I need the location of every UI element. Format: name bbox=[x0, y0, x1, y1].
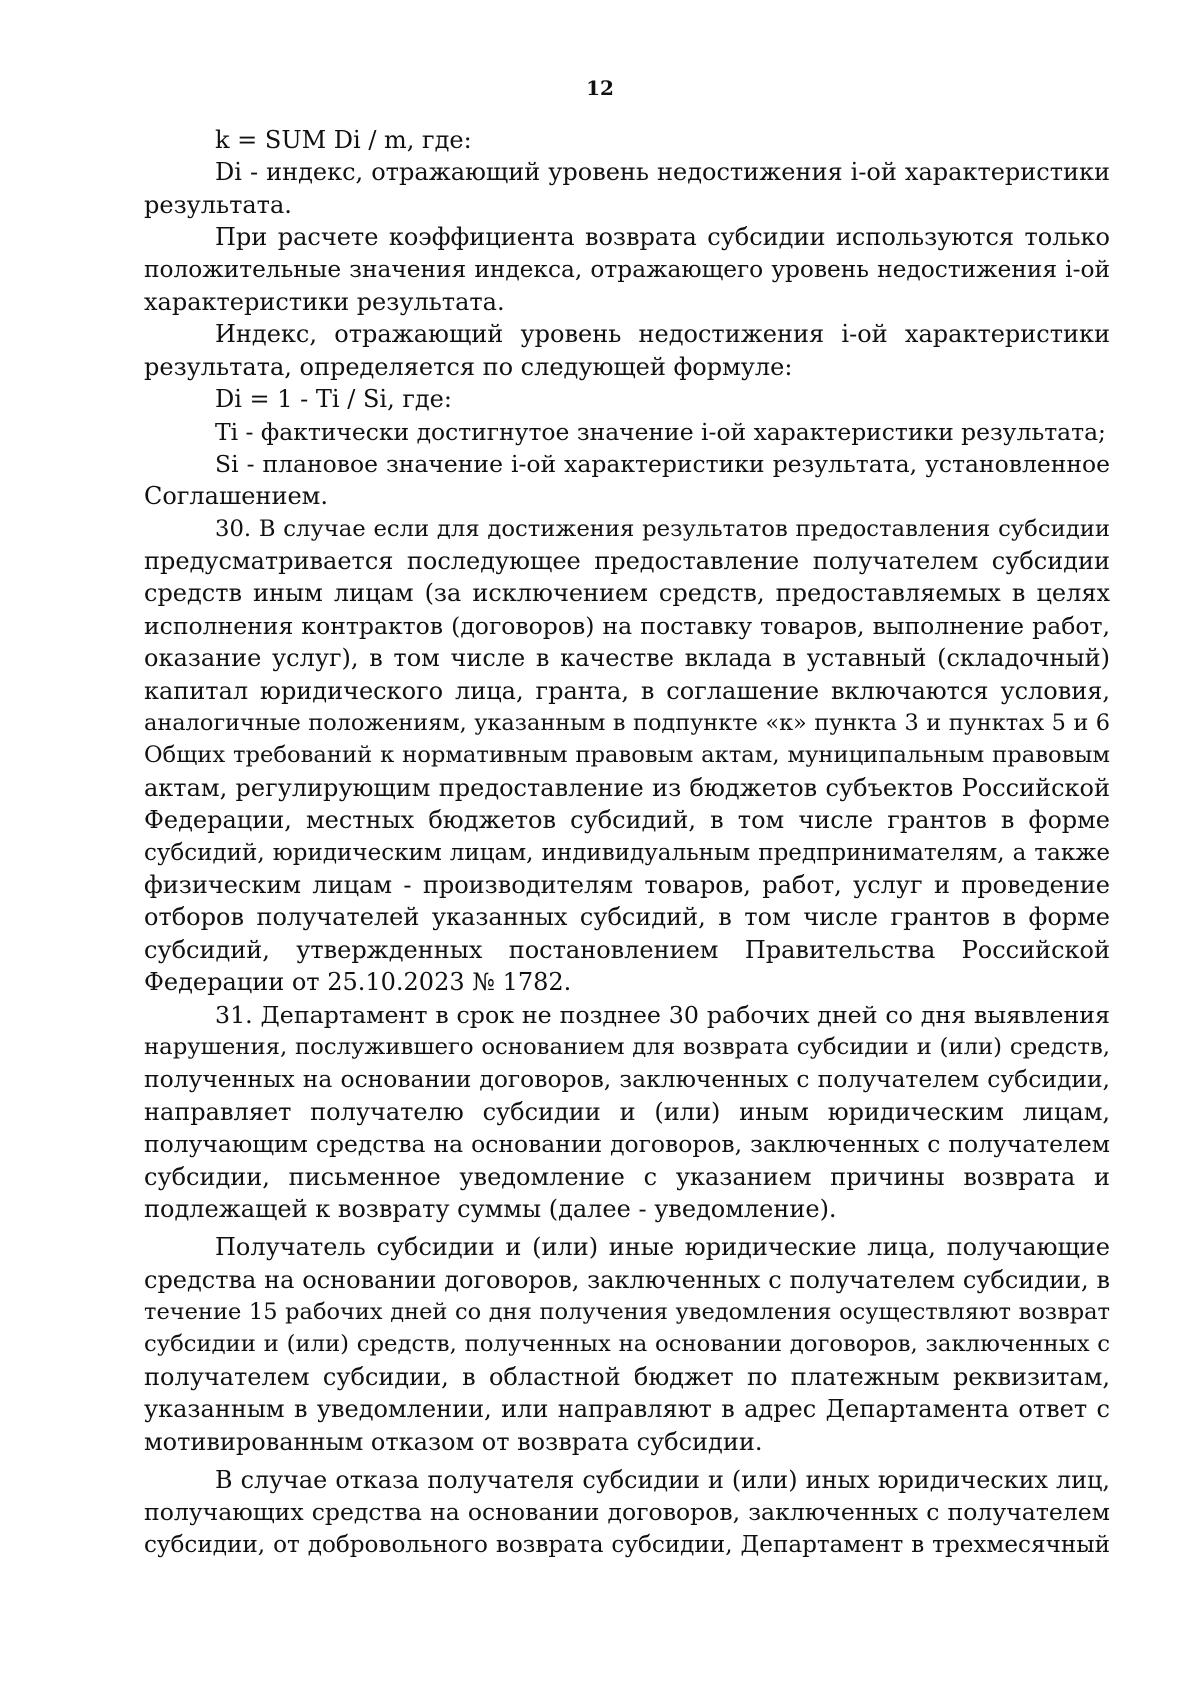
text-line: полученных на основании договоров, заключенных с получателем субсидии, bbox=[144, 1065, 1110, 1094]
text-line: мотивированным отказом от возврата субсидии. bbox=[144, 1427, 763, 1456]
text-line: исполнения контрактов (договоров) на поставку товаров, выполнение работ, bbox=[144, 611, 1110, 640]
text-line: субсидии, письменное уведомление с указанием причины возврата и bbox=[144, 1162, 1110, 1191]
text-line: направляет получателю субсидии и (или) иным юридическим лицам, bbox=[144, 1097, 1110, 1126]
text-line: нарушения, послужившего основанием для возврата субсидии и (или) средств, bbox=[144, 1033, 1110, 1060]
text-line: актам, регулирующим предоставление из бюджетов субъектов Российской bbox=[144, 773, 1110, 802]
text-line: результата. bbox=[144, 190, 292, 219]
text-line: Si - плановое значение i-ой характеристики результата, установленное bbox=[215, 449, 1110, 478]
text-line: Федерации от 25.10.2023 № 1782. bbox=[144, 968, 572, 997]
text-line: отборов получателей указанных субсидий, в том числе грантов в форме bbox=[144, 903, 1110, 932]
page-number: 12 bbox=[586, 76, 614, 100]
text-line: субсидий, утвержденных постановлением Правительства Российской bbox=[144, 935, 1110, 964]
text-line: Получатель субсидии и (или) иные юридические лица, получающие bbox=[215, 1233, 1110, 1262]
text-line: физическим лицам - производителям товаров, работ, услуг и проведение bbox=[144, 870, 1110, 899]
text-line: В случае отказа получателя субсидии и (или) иных юридических лиц, bbox=[215, 1466, 1110, 1495]
text-line: При расчете коэффициента возврата субсидии используются только bbox=[215, 223, 1110, 252]
text-line: 31. Департамент в срок не позднее 30 рабочих дней со дня выявления bbox=[215, 1000, 1110, 1029]
text-line: указанным в уведомлении, или направляют в адрес Департамента ответ с bbox=[144, 1395, 1110, 1424]
text-line: субсидий, юридическим лицам, индивидуальным предпринимателям, а также bbox=[144, 839, 1110, 866]
text-line: получающим средства на основании договоров, заключенных с получателем bbox=[144, 1130, 1110, 1159]
text-line: средства на основании договоров, заключенных с получателем субсидии, в bbox=[144, 1265, 1110, 1294]
text-line: характеристики результата. bbox=[144, 287, 505, 316]
text-line: Федерации, местных бюджетов субсидий, в том числе грантов в форме bbox=[144, 806, 1110, 835]
text-line: Di = 1 - Ti / Si, где: bbox=[215, 385, 452, 414]
text-line: субсидии, от добровольного возврата субсидии, Департамент в трехмесячный bbox=[144, 1531, 1110, 1558]
text-line: подлежащей к возврату суммы (далее - уведомление). bbox=[144, 1194, 837, 1223]
document-body bbox=[144, 124, 1110, 1561]
text-line: оказание услуг), в том числе в качестве вклада в уставный (складочный) bbox=[144, 644, 1110, 673]
text-line: капитал юридического лица, гранта, в соглашение включаются условия, bbox=[144, 676, 1110, 705]
text-line: 30. В случае если для достижения результатов предоставления субсидии bbox=[215, 515, 1110, 542]
text-line: положительные значения индекса, отражающего уровень недостижения i-ой bbox=[144, 255, 1110, 283]
text-line: субсидии и (или) средств, полученных на основании договоров, заключенных с bbox=[144, 1331, 1110, 1358]
text-line: Di - индекс, отражающий уровень недостижения i-ой характеристики bbox=[215, 158, 1110, 187]
text-line: средств иным лицам (за исключением средств, предоставляемых в целях bbox=[144, 579, 1110, 608]
text-line: Ti - фактически достигнутое значение i-ой характеристики результата; bbox=[215, 417, 1106, 446]
text-line: Общих требований к нормативным правовым актам, муниципальным правовым bbox=[144, 742, 1110, 769]
text-line: k = SUM Di / m, где: bbox=[215, 126, 472, 154]
text-line: получающих средства на основании договоров, заключенных с получателем bbox=[144, 1498, 1110, 1527]
text-line: Индекс, отражающий уровень недостижения i-ой характеристики bbox=[215, 320, 1110, 349]
text-line: течение 15 рабочих дней со дня получения уведомления осуществляют возврат bbox=[144, 1299, 1110, 1326]
text-line: результата, определяется по следующей формуле: bbox=[144, 352, 793, 381]
text-line: аналогичные положениям, указанным в подпункте «к» пункта 3 и пунктах 5 и 6 bbox=[144, 710, 1110, 737]
text-line: получателем субсидии, в областной бюджет по платежным реквизитам, bbox=[144, 1362, 1110, 1391]
text-line: предусматривается последующее предоставление получателем субсидии bbox=[144, 547, 1110, 576]
text-line: Соглашением. bbox=[144, 482, 328, 511]
